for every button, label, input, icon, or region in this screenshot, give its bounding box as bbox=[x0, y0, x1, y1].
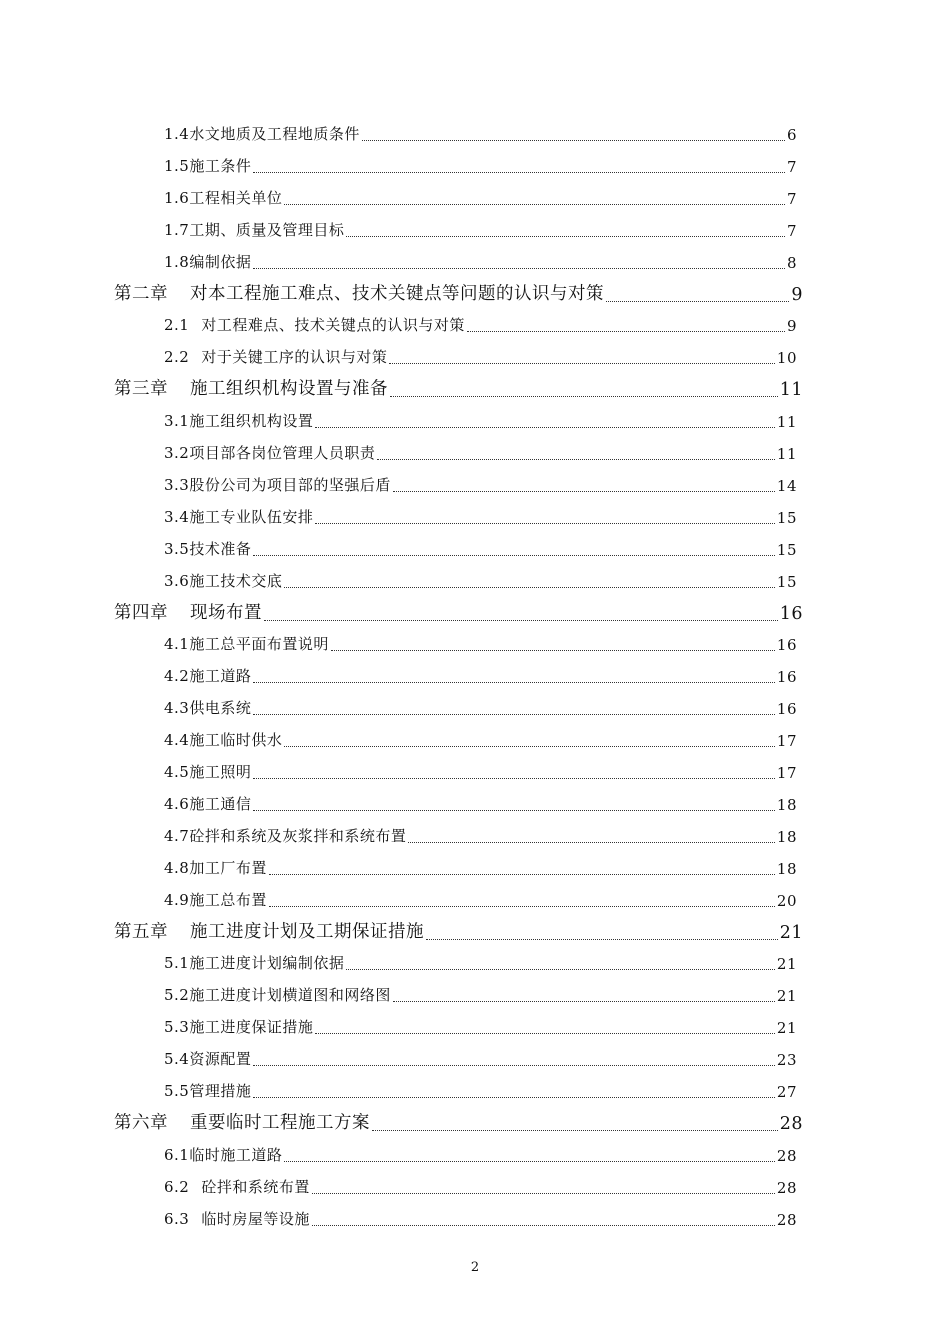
toc-dot-leader bbox=[408, 842, 775, 843]
toc-dot-leader bbox=[606, 301, 789, 302]
toc-entry-title: 施工技术交底 bbox=[189, 571, 283, 590]
toc-entry-title: 对本工程施工难点、技术关键点等问题的认识与对策 bbox=[190, 283, 604, 304]
toc-section-row[interactable] bbox=[164, 662, 797, 686]
toc-dot-leader bbox=[393, 491, 775, 492]
toc-entry-page: 18 bbox=[776, 795, 797, 814]
toc-entry-number: 第三章 bbox=[114, 379, 168, 400]
toc-entry-title: 水文地质及工程地质条件 bbox=[189, 125, 360, 143]
toc-entry-number: 2.1 bbox=[164, 316, 190, 335]
toc-chapter-row[interactable] bbox=[114, 598, 803, 624]
toc-dot-leader bbox=[253, 555, 775, 556]
toc-dot-leader bbox=[253, 1097, 775, 1098]
toc-entry-label bbox=[164, 346, 387, 367]
toc-dot-leader bbox=[362, 140, 785, 141]
toc-chapter-row[interactable] bbox=[114, 917, 803, 943]
toc-dot-leader bbox=[331, 650, 775, 651]
toc-entry-title: 临时房屋等设施 bbox=[201, 1209, 310, 1228]
toc-entry-label bbox=[164, 474, 391, 495]
toc-entry-page: 28 bbox=[779, 1113, 803, 1134]
toc-entry-title: 施工进度计划横道图和网络图 bbox=[189, 986, 391, 1005]
toc-section-row[interactable] bbox=[164, 407, 797, 431]
toc-entry-label bbox=[164, 857, 267, 878]
toc-entry-title: 施工进度保证措施 bbox=[189, 1018, 314, 1037]
toc-entry-title: 工期、质量及管理目标 bbox=[189, 220, 345, 239]
toc-entry-number: 4.7 bbox=[164, 826, 190, 845]
toc-entry-number: 3.6 bbox=[164, 571, 190, 590]
toc-entry-number: 5.1 bbox=[164, 954, 190, 973]
toc-section-row[interactable] bbox=[164, 439, 797, 463]
toc-entry-page: 11 bbox=[779, 380, 803, 401]
toc-section-row[interactable] bbox=[164, 471, 797, 495]
toc-dot-leader bbox=[346, 236, 785, 237]
toc-dot-leader bbox=[284, 746, 775, 747]
toc-dot-leader bbox=[284, 587, 775, 588]
toc-entry-label bbox=[114, 599, 262, 624]
toc-dot-leader bbox=[269, 874, 775, 875]
toc-section-row[interactable] bbox=[164, 1173, 797, 1197]
toc-entry-title: 施工专业队伍安排 bbox=[189, 507, 314, 526]
toc-entry-page: 9 bbox=[786, 317, 797, 336]
toc-entry-number: 3.2 bbox=[164, 444, 190, 462]
toc-entry-title: 施工道路 bbox=[189, 667, 252, 686]
toc-entry-label bbox=[164, 825, 406, 846]
toc-section-row[interactable] bbox=[164, 152, 797, 176]
toc-section-row[interactable] bbox=[164, 535, 797, 559]
toc-entry-page: 15 bbox=[776, 508, 797, 527]
toc-entry-page: 21 bbox=[776, 955, 797, 974]
toc-entry-page: 11 bbox=[776, 413, 797, 432]
toc-entry-page: 17 bbox=[776, 764, 797, 782]
toc-section-row[interactable] bbox=[164, 311, 797, 335]
toc-entry-label bbox=[164, 1176, 310, 1197]
toc-entry-title: 重要临时工程施工方案 bbox=[190, 1112, 370, 1133]
toc-entry-page: 28 bbox=[776, 1146, 797, 1165]
toc-entry-label bbox=[164, 123, 360, 144]
toc-section-row[interactable] bbox=[164, 981, 797, 1005]
toc-entry-title: 对工程难点、技术关键点的认识与对策 bbox=[201, 316, 465, 335]
toc-dot-leader bbox=[253, 714, 775, 715]
toc-dot-leader bbox=[253, 1065, 775, 1066]
toc-entry-label bbox=[164, 570, 282, 591]
toc-entry-page: 7 bbox=[786, 157, 797, 176]
toc-section-row[interactable] bbox=[164, 758, 797, 782]
toc-entry-title: 现场布置 bbox=[190, 602, 262, 623]
toc-entry-number: 3.5 bbox=[164, 539, 190, 558]
toc-section-row[interactable] bbox=[164, 886, 797, 910]
toc-entry-number: 第二章 bbox=[114, 283, 168, 304]
toc-entry-number: 1.5 bbox=[164, 156, 190, 175]
toc-dot-leader bbox=[253, 268, 785, 269]
toc-entry-title: 施工进度计划及工期保证措施 bbox=[190, 921, 424, 942]
toc-section-row[interactable] bbox=[164, 216, 797, 240]
toc-entry-title: 施工进度计划编制依据 bbox=[189, 954, 345, 973]
toc-entry-number: 4.6 bbox=[164, 794, 190, 813]
toc-entry-title: 工程相关单位 bbox=[189, 188, 283, 207]
toc-entry-label bbox=[164, 155, 251, 176]
toc-entry-label bbox=[164, 633, 329, 654]
toc-chapter-row[interactable] bbox=[114, 279, 803, 305]
toc-entry-label bbox=[164, 1080, 251, 1101]
toc-entry-number: 5.3 bbox=[164, 1018, 190, 1037]
toc-entry-number: 1.8 bbox=[164, 252, 190, 271]
toc-dot-leader bbox=[253, 810, 775, 811]
toc-section-row[interactable] bbox=[164, 726, 797, 750]
toc-entry-page: 11 bbox=[776, 445, 797, 463]
toc-entry-title: 砼拌和系统及灰浆拌和系统布置 bbox=[189, 826, 407, 845]
toc-entry-title: 施工照明 bbox=[189, 763, 252, 781]
toc-dot-leader bbox=[426, 939, 778, 940]
toc-chapter-row[interactable] bbox=[114, 1108, 803, 1134]
toc-section-row[interactable] bbox=[164, 567, 797, 591]
toc-entry-label bbox=[164, 984, 391, 1005]
toc-entry-title: 施工组织机构设置与准备 bbox=[190, 379, 388, 400]
toc-entry-label bbox=[164, 442, 375, 463]
toc-entry-page: 16 bbox=[779, 603, 803, 624]
toc-entry-page: 18 bbox=[776, 859, 797, 878]
toc-entry-title: 加工厂布置 bbox=[189, 858, 267, 877]
toc-entry-page: 9 bbox=[791, 284, 803, 305]
toc-entry-title: 对于关键工序的认识与对策 bbox=[201, 348, 388, 367]
toc-entry-number: 5.4 bbox=[164, 1050, 190, 1069]
toc-entry-page: 21 bbox=[776, 987, 797, 1006]
toc-section-row[interactable] bbox=[164, 248, 797, 272]
toc-dot-leader bbox=[377, 459, 775, 460]
toc-entry-title: 施工通信 bbox=[189, 794, 252, 813]
toc-entry-label bbox=[114, 918, 424, 943]
toc-entry-label bbox=[164, 314, 465, 335]
toc-section-row[interactable] bbox=[164, 790, 797, 814]
toc-entry-number: 第四章 bbox=[114, 602, 168, 623]
toc-dot-leader bbox=[264, 620, 778, 621]
toc-dot-leader bbox=[253, 172, 785, 173]
toc-section-row[interactable] bbox=[164, 343, 797, 367]
toc-entry-label bbox=[164, 187, 282, 208]
toc-entry-number: 1.6 bbox=[164, 188, 190, 207]
toc-entry-label bbox=[164, 729, 282, 750]
toc-entry-label bbox=[164, 1048, 251, 1069]
toc-dot-leader bbox=[315, 523, 775, 524]
toc-section-row[interactable] bbox=[164, 1205, 797, 1229]
toc-entry-page: 28 bbox=[776, 1210, 797, 1229]
toc-entry-number: 4.4 bbox=[164, 731, 190, 750]
toc-entry-title: 施工条件 bbox=[189, 156, 252, 175]
toc-entry-label bbox=[164, 761, 251, 782]
toc-entry-number: 3.1 bbox=[164, 412, 190, 431]
toc-entry-title: 编制依据 bbox=[189, 252, 252, 271]
toc-section-row[interactable] bbox=[164, 184, 797, 208]
toc-dot-leader bbox=[389, 363, 775, 364]
toc-dot-leader bbox=[284, 1161, 775, 1162]
toc-entry-number: 4.9 bbox=[164, 890, 190, 909]
toc-entry-page: 7 bbox=[786, 189, 797, 208]
toc-entry-number: 5.2 bbox=[164, 986, 190, 1005]
toc-entry-number: 1.7 bbox=[164, 220, 190, 239]
toc-entry-label bbox=[164, 410, 313, 431]
toc-chapter-row[interactable] bbox=[114, 374, 803, 400]
toc-entry-page: 17 bbox=[776, 732, 797, 751]
toc-entry-page: 27 bbox=[776, 1083, 797, 1101]
toc-entry-label bbox=[164, 538, 251, 559]
toc-section-row[interactable] bbox=[164, 854, 797, 878]
toc-entry-number: 4.1 bbox=[164, 635, 190, 654]
toc-entry-page: 28 bbox=[776, 1178, 797, 1197]
toc-dot-leader bbox=[284, 204, 785, 205]
toc-entry-number: 6.3 bbox=[164, 1209, 190, 1228]
toc-entry-number: 第六章 bbox=[114, 1112, 168, 1133]
toc-dot-leader bbox=[315, 1033, 775, 1034]
toc-entry-label bbox=[164, 506, 313, 527]
toc-section-row[interactable] bbox=[164, 822, 797, 846]
toc-entry-title: 管理措施 bbox=[189, 1082, 252, 1100]
toc-entry-title: 临时施工道路 bbox=[189, 1145, 283, 1164]
toc-dot-leader bbox=[312, 1225, 775, 1226]
toc-entry-label bbox=[164, 952, 344, 973]
toc-entry-page: 6 bbox=[786, 126, 797, 144]
toc-entry-label bbox=[164, 793, 251, 814]
toc-entry-title: 技术准备 bbox=[189, 539, 252, 558]
toc-entry-page: 14 bbox=[776, 476, 797, 495]
toc-entry-page: 16 bbox=[776, 636, 797, 655]
toc-section-row[interactable] bbox=[164, 1077, 797, 1101]
toc-entry-page: 18 bbox=[776, 827, 797, 846]
toc-entry-title: 施工组织机构设置 bbox=[189, 412, 314, 431]
toc-entry-number: 4.5 bbox=[164, 763, 190, 781]
toc-entry-page: 7 bbox=[786, 221, 797, 240]
toc-dot-leader bbox=[253, 682, 775, 683]
toc-dot-leader bbox=[253, 778, 775, 779]
toc-entry-page: 21 bbox=[776, 1019, 797, 1038]
toc-section-row[interactable] bbox=[164, 1045, 797, 1069]
toc-entry-number: 6.2 bbox=[164, 1177, 190, 1196]
toc-dot-leader bbox=[312, 1193, 775, 1194]
toc-entry-label bbox=[164, 1208, 310, 1229]
toc-entry-number: 6.1 bbox=[164, 1145, 190, 1164]
toc-entry-page: 10 bbox=[776, 349, 797, 368]
toc-entry-number: 4.8 bbox=[164, 858, 190, 877]
toc-dot-leader bbox=[315, 427, 775, 428]
toc-dot-leader bbox=[390, 396, 778, 397]
toc-entry-label bbox=[164, 665, 251, 686]
toc-dot-leader bbox=[269, 906, 775, 907]
toc-entry-page: 20 bbox=[776, 891, 797, 910]
toc-section-row[interactable] bbox=[164, 1141, 797, 1165]
toc-entry-label bbox=[164, 697, 251, 718]
toc-entry-label bbox=[114, 1109, 370, 1134]
toc-entry-number: 3.4 bbox=[164, 507, 190, 526]
toc-entry-title: 供电系统 bbox=[189, 699, 252, 718]
toc-entry-label bbox=[114, 375, 388, 400]
toc-dot-leader bbox=[346, 969, 775, 970]
toc-entry-label bbox=[114, 280, 604, 305]
toc-entry-page: 16 bbox=[776, 668, 797, 687]
toc-section-row[interactable] bbox=[164, 503, 797, 527]
page-number: 2 bbox=[470, 1260, 480, 1275]
toc-entry-title: 资源配置 bbox=[189, 1050, 252, 1069]
toc-entry-label bbox=[164, 889, 267, 910]
toc-entry-label bbox=[164, 219, 344, 240]
toc-entry-page: 15 bbox=[776, 572, 797, 591]
toc-section-row[interactable] bbox=[164, 630, 797, 654]
toc-dot-leader bbox=[467, 331, 785, 332]
toc-entry-title: 砼拌和系统布置 bbox=[201, 1177, 310, 1196]
toc-entry-page: 16 bbox=[776, 700, 797, 719]
toc-entry-label bbox=[164, 1144, 282, 1165]
toc-entry-number: 1.4 bbox=[164, 125, 190, 143]
toc-entry-number: 5.5 bbox=[164, 1082, 190, 1100]
toc-entry-title: 股份公司为项目部的坚强后盾 bbox=[189, 475, 391, 494]
toc-entry-number: 4.2 bbox=[164, 667, 190, 686]
toc-entry-page: 8 bbox=[786, 253, 797, 272]
toc-dot-leader bbox=[372, 1130, 778, 1131]
toc-entry-title: 项目部各岗位管理人员职责 bbox=[189, 444, 376, 462]
toc-entry-number: 4.3 bbox=[164, 699, 190, 718]
toc-entry-number: 第五章 bbox=[114, 921, 168, 942]
toc-dot-leader bbox=[393, 1001, 775, 1002]
toc-section-row[interactable] bbox=[164, 1013, 797, 1037]
toc-entry-label bbox=[164, 1016, 313, 1037]
toc-section-row[interactable] bbox=[164, 949, 797, 973]
toc-entry-page: 15 bbox=[776, 540, 797, 559]
toc-entry-page: 23 bbox=[776, 1051, 797, 1070]
toc-entry-title: 施工总平面布置说明 bbox=[189, 635, 329, 654]
toc-entry-label bbox=[164, 251, 251, 272]
toc-entry-number: 3.3 bbox=[164, 475, 190, 494]
toc-entry-title: 施工总布置 bbox=[189, 890, 267, 909]
toc-entry-title: 施工临时供水 bbox=[189, 731, 283, 750]
toc-entry-page: 21 bbox=[779, 922, 803, 943]
toc-section-row[interactable] bbox=[164, 120, 797, 144]
toc-section-row[interactable] bbox=[164, 694, 797, 718]
toc-entry-number: 2.2 bbox=[164, 348, 190, 367]
